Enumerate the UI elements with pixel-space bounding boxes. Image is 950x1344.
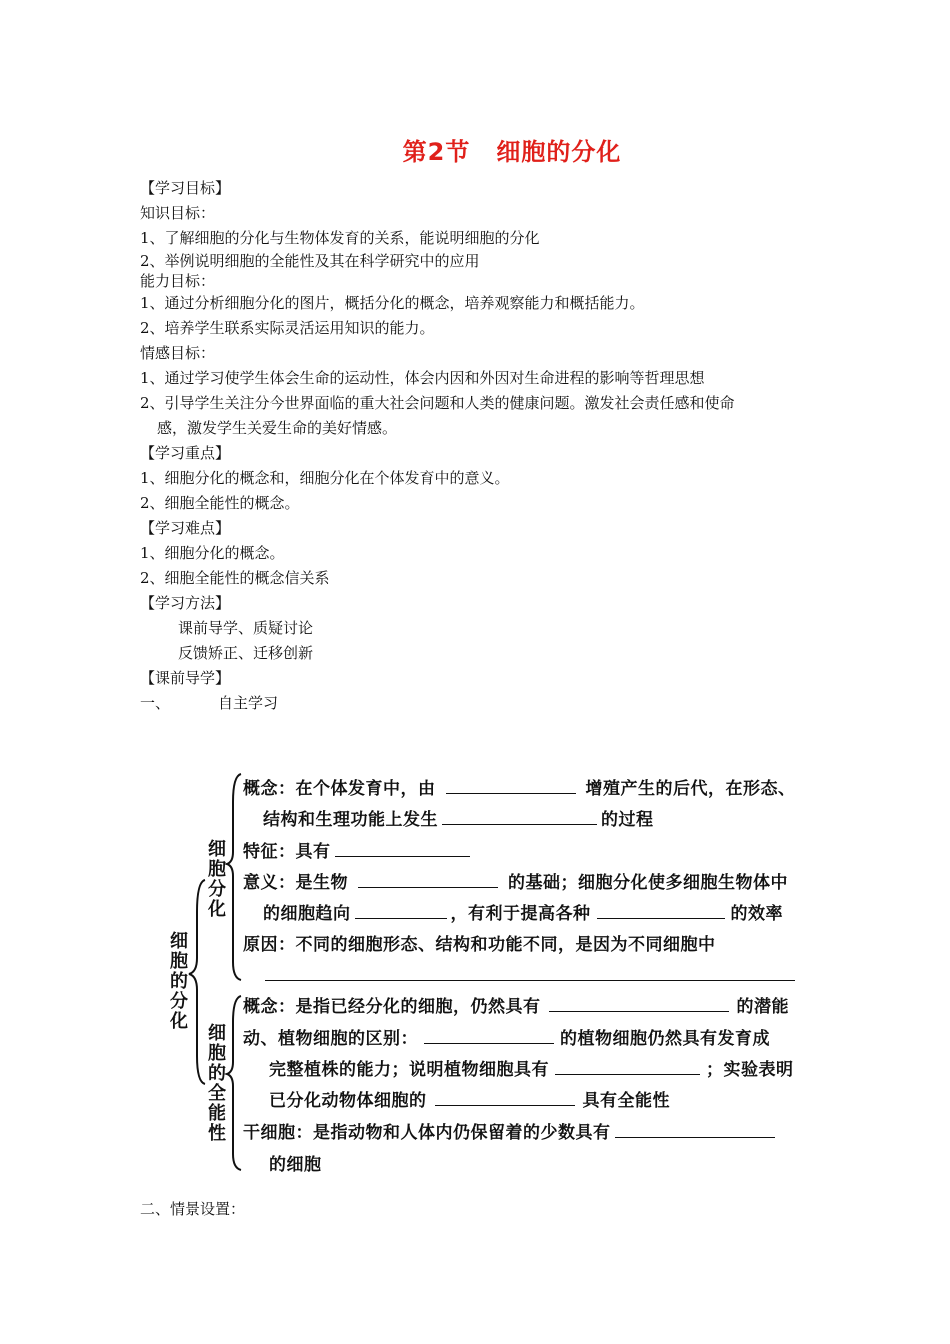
heading-preview: 【课前导学】 <box>140 669 231 687</box>
blank <box>424 1029 554 1044</box>
b2-line4: 已分化动物体细胞的 具有全能性 <box>269 1091 670 1111</box>
blank <box>597 904 725 919</box>
b1-line3: 特征：具有 <box>243 837 474 862</box>
b1-answer-line <box>265 980 795 981</box>
branch1-brace <box>227 774 241 980</box>
blank <box>446 779 576 794</box>
knowledge-goal-1: 1、了解细胞的分化与生物体发育的关系，能说明细胞的分化 <box>140 229 540 247</box>
b2-line1: 概念：是指已经分化的细胞，仍然具有 的潜能 <box>243 997 789 1017</box>
b1-line1: 概念：在个体发育中，由 增殖产生的后代，在形态、 <box>243 779 796 799</box>
heading-difficulties: 【学习难点】 <box>140 519 231 537</box>
page-title <box>0 132 950 167</box>
ability-goal-2: 2、培养学生联系实际灵活运用知识的能力。 <box>140 319 435 337</box>
section-1-number: 一、 <box>140 694 171 712</box>
heading-methods: 【学习方法】 <box>140 594 231 612</box>
b1-line4: 意义：是生物 的基础；细胞分化使多细胞生物体中 <box>243 873 788 893</box>
branch1-label: 细胞分化 <box>208 839 226 920</box>
section-1-heading <box>140 691 840 716</box>
ability-goals-label: 能力目标： <box>140 272 216 290</box>
branch2-label: 细胞的全能性 <box>208 1023 226 1144</box>
title-text: 细胞的分化 <box>496 138 622 166</box>
heading-goals: 【学习目标】 <box>140 179 231 197</box>
root-brace <box>189 880 205 1084</box>
difficulty-2: 2、细胞全能性的概念信关系 <box>140 569 330 587</box>
blank <box>442 810 597 825</box>
b2-line3: 完整植株的能力；说明植物细胞具有 ；实验表明 <box>269 1060 794 1080</box>
branch2-brace <box>227 996 241 1170</box>
ability-goal-1: 1、通过分析细胞分化的图片，概括分化的概念，培养观察能力和概括能力。 <box>140 294 645 312</box>
root-label: 细胞的分化 <box>170 931 188 1032</box>
blank <box>555 1060 700 1075</box>
key-point-2: 2、细胞全能性的概念。 <box>140 494 300 512</box>
emotion-goal-1: 1、通过学习使学生体会生命的运动性，体会内因和外因对生命进程的影响等哲理思想 <box>140 369 705 387</box>
b1-line5: 的细胞趋向 ，有利于提高各种 的效率 <box>263 904 783 924</box>
knowledge-goal-2: 2、举例说明细胞的全能性及其在科学研究中的应用 <box>140 252 480 270</box>
section-2-heading: 二、情景设置： <box>140 1200 246 1218</box>
blank <box>355 904 447 919</box>
emotion-goal-2: 2、引导学生关注分今世界面临的重大社会问题和人类的健康问题。激发社会责任感和使命 <box>140 394 735 412</box>
b2-line2: 动、植物细胞的区别： 的植物细胞仍然具有发育成 <box>243 1029 770 1049</box>
blank <box>615 1123 775 1138</box>
concept-diagram <box>165 762 847 1175</box>
method-2: 反馈矫正、迁移创新 <box>178 644 314 662</box>
blank <box>435 1091 575 1106</box>
blank <box>358 873 498 888</box>
b1-line2: 结构和生理功能上发生 的过程 <box>263 810 654 830</box>
title-section-number: 第2节 <box>402 138 471 166</box>
knowledge-goals-label: 知识目标： <box>140 204 216 222</box>
key-point-1: 1、细胞分化的概念和，细胞分化在个体发育中的意义。 <box>140 469 510 487</box>
section-1-label: 自主学习 <box>218 694 279 712</box>
blank <box>335 842 470 857</box>
emotion-goals-label: 情感目标： <box>140 344 216 362</box>
emotion-goal-2-cont: 感，激发学生关爱生命的美好情感。 <box>157 419 398 437</box>
difficulty-1: 1、细胞分化的概念。 <box>140 544 285 562</box>
b1-line6: 原因：不同的细胞形态、结构和功能不同，是因为不同细胞中 <box>243 935 716 955</box>
heading-key-points: 【学习重点】 <box>140 444 231 462</box>
blank <box>549 997 729 1012</box>
method-1: 课前导学、质疑讨论 <box>178 619 314 637</box>
document-body <box>140 176 840 716</box>
b2-line6: 的细胞 <box>269 1155 322 1175</box>
b2-line5: 干细胞：是指动物和人体内仍保留着的少数具有 <box>243 1118 779 1143</box>
